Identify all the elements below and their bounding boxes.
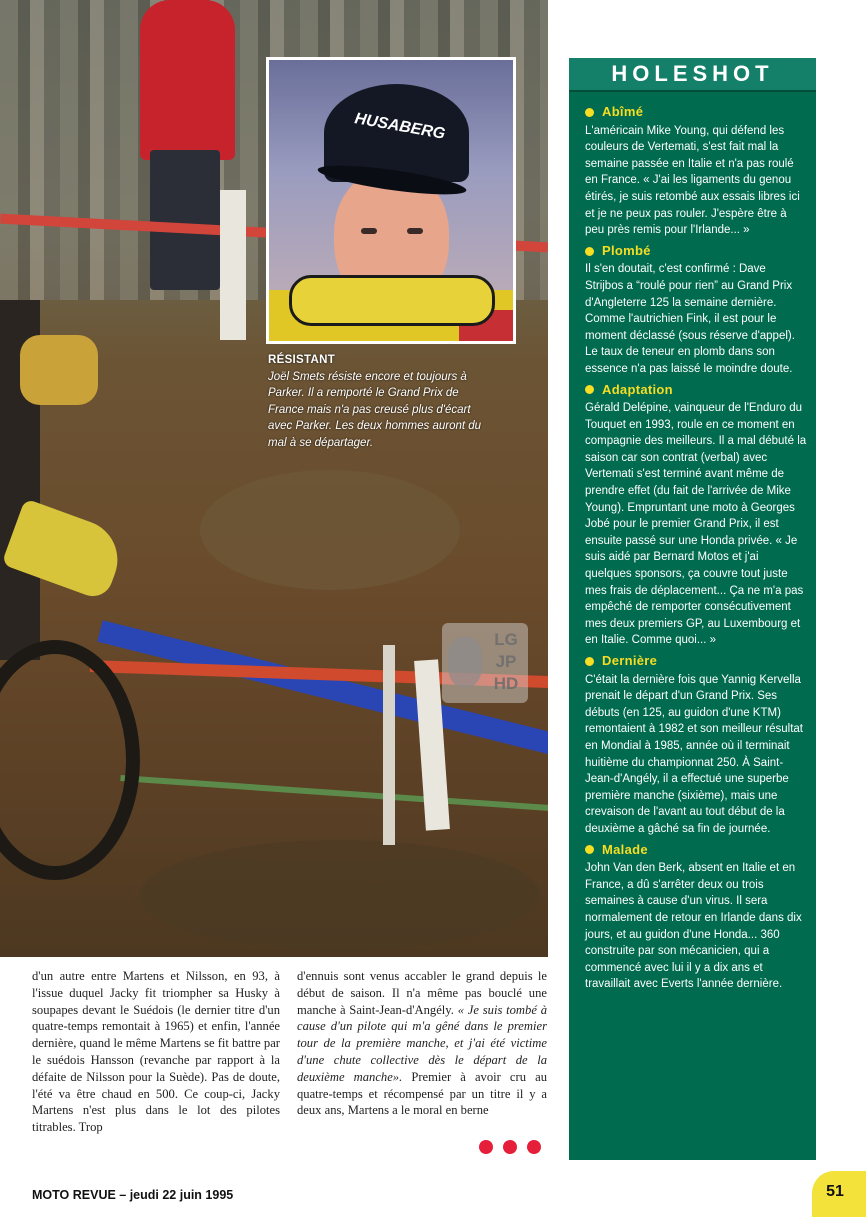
caption-line: France mais n'a pas creusé plus d'écart: [268, 403, 471, 416]
inset-portrait-photo: [266, 57, 516, 344]
end-dot-icon: [503, 1140, 517, 1154]
article-column-2: [297, 968, 547, 1119]
bullet-icon: [585, 108, 594, 117]
bullet-icon: [585, 657, 594, 666]
sidebar-item-text: L'américain Mike Young, qui défend les couleurs de Vertemati, s'est fait mal la semaine passée en Italie et n'a pas roulé en France. « J'ai les ligaments du genou étirés, je suis retombé aux essais libres ici et je ne peux pas rouler. J'espère être à peu près remis pour l'Irlande... »: [585, 124, 800, 237]
article-text: d'ennuis sont venus accabler le grand depuis le début de saison. Il n'a même pas bouclé une manche à Saint-Jean-d'Angély.: [297, 969, 547, 1017]
sidebar-heading-text: Malade: [602, 841, 648, 857]
sidebar-heading-text: Adaptation: [602, 381, 673, 397]
caption-body: [268, 369, 518, 452]
sidebar-heading-text: Plombé: [602, 242, 651, 258]
caption-line: mal à se départager.: [268, 436, 374, 449]
end-of-article-dots: [479, 1140, 551, 1159]
bullet-icon: [585, 845, 594, 854]
sidebar-heading-text: Dernière: [602, 653, 658, 668]
cap-logo: HUSABERG: [353, 110, 447, 143]
bullet-icon: [585, 385, 594, 394]
page-number: 51: [826, 1183, 844, 1200]
sidebar-heading-text: Abîmé: [602, 104, 644, 119]
sidebar-heading: [585, 653, 807, 670]
footer-publication: MOTO REVUE – jeudi 22 juin 1995: [32, 1188, 234, 1202]
watermark-face-icon: [448, 637, 482, 687]
sidebar-heading: [585, 842, 807, 859]
track-post: [383, 645, 395, 845]
article-text: Premier à avoir cru au quatre-temps et récompensé par un titre il y a deux ans, Martens a le moral en berne: [297, 1069, 547, 1118]
eye: [407, 228, 423, 234]
caption-title: RÉSISTANT: [268, 354, 336, 366]
sidebar-item: [585, 842, 807, 993]
sidebar-item-text: Gérald Delépine, vainqueur de l'Enduro du Touquet en 1993, roule en ce moment en compagnie des meilleurs. Il a mal débuté la saison car son contrat (verbal) avec Vertemati s'est terminé avant même de prendre effet (du fait de l'arrivée de Mike Young). Empruntant une moto à Georges Jobé pour le premier Grand Prix, il est ensuite passé sur une Honda privée. « Je suis aidé par Bernard Motos et j'ai quelques sponsors, ça couvre tout juste mes frais de déplacement... Ça ne m'a pas empêché de remporter consécutivement mes deux premiers GP, au Luxembourg et en Italie. Comme quoi... »: [585, 402, 807, 647]
end-dot-icon: [479, 1140, 493, 1154]
sidebar-item: [585, 243, 807, 378]
sidebar-heading: [585, 104, 807, 121]
eye: [361, 228, 377, 234]
sidebar-item: [585, 653, 807, 838]
mud-patch: [200, 470, 460, 590]
spectator-legs: [150, 150, 220, 290]
sidebar-heading: [585, 382, 807, 399]
photo-caption: [268, 352, 518, 451]
sidebar-item-text: C'était la dernière fois que Yannig Kervella prenait le départ d'un Grand Prix. Ses débuts (en 125, au guidon d'une KTM) remontaient à 1982 et son meilleur résultat en Mondial à 1985, année où il terminait huitième du championnat 250. À Saint-Jean-d'Angély, il a effectué une superbe première manche (sixième), mais une crevaison de l'avant au tout début de la deuxième a gâché sa fin de journée.: [585, 673, 803, 835]
caption-line: Parker. Il a remporté le Grand Prix de: [268, 387, 459, 399]
rider-glove: [20, 335, 98, 405]
motorcycle-wheel: [0, 640, 140, 880]
watermark-text: LG JP HD: [493, 630, 519, 693]
sidebar-item-text: John Van den Berk, absent en Italie et en France, a dû s'arrêter deux ou trois semaines à cause d'un virus. Il sera normalement de retour en Irlande dans dix jours, et au guidon d'une Honda... 360 construite par son mécanicien, qui a commencé avec lui il y a dix ans et travaillait avec Everts l'année dernière.: [585, 862, 802, 991]
sidebar-heading: [585, 243, 807, 260]
caption-line: Joël Smets résiste encore et toujours à: [268, 370, 467, 383]
neck-brace: [289, 275, 495, 326]
sidebar-body: [585, 104, 807, 997]
sidebar-item: [585, 382, 807, 650]
sidebar-item: [585, 104, 807, 239]
sidebar-item-text: Il s'en doutait, c'est confirmé : Dave Strijbos a “roulé pour rien” au Grand Prix d'Angleterre 125 la semaine dernière. Comme l'autrichien Fink, il est pour le moment déclassé (sous réserve d'appel). Le taux de teneur en plomb dans son essence n'a pas laissé le moindre doute.: [585, 263, 795, 375]
holeshot-sidebar: [569, 58, 816, 1160]
spectator-figure: [140, 0, 235, 160]
caption-line: avec Parker. Les deux hommes auront du: [268, 420, 482, 432]
article-quote: « Je suis tombé à cause d'un pilote qui m'a gêné dans le premier tour de la première manche, et j'ai été victime d'une chute collective dès le départ de la deuxième manche».: [297, 1002, 547, 1084]
watermark-logo: [442, 623, 528, 703]
sidebar-title: HOLESHOT: [569, 58, 816, 92]
article-column-1: d'un autre entre Martens et Nilsson, en 93, à l'issue duquel Jacky fit triompher sa Husky à soupapes devant le Suédois (le dernier titre d'un quatre-temps remontait à 1965) et enfin, l'année dernière, quand le même Martens se fit battre par le suédois Hansson (revanche par rapport à la défaite de Nilsson pour la Suède). Pas de doute, l'été va être chaud en 500. Ce coup-ci, Jacky Martens n'est plus dans le lot des pilotes titrables. Trop: [32, 969, 280, 1135]
mud-patch: [140, 840, 540, 950]
green-track-tape: [120, 775, 548, 811]
track-post: [220, 190, 246, 340]
page-number-tab: [812, 1171, 866, 1217]
bullet-icon: [585, 247, 594, 256]
end-dot-icon: [527, 1140, 541, 1154]
